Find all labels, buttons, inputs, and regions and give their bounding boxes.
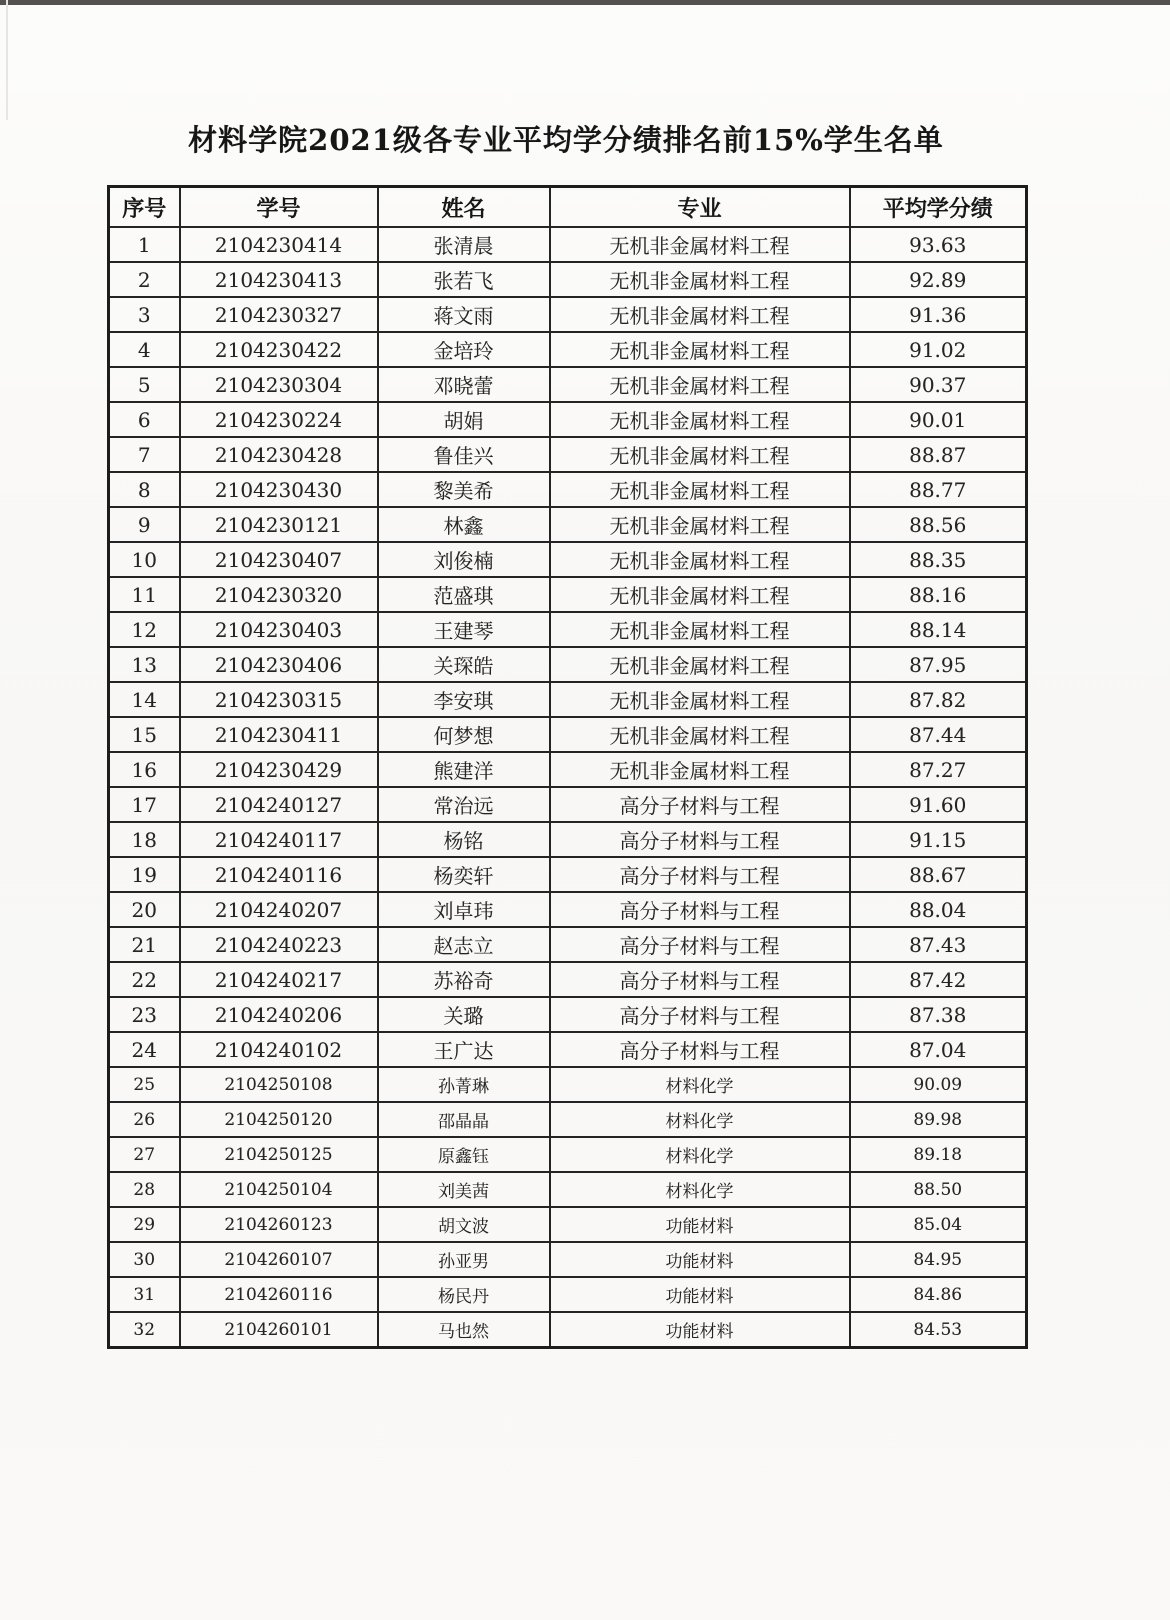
cell-name: 鲁佳兴 <box>378 437 550 472</box>
cell-id: 2104230224 <box>180 402 378 437</box>
cell-major: 功能材料 <box>550 1312 850 1348</box>
table-row <box>109 612 1027 647</box>
cell-no: 7 <box>109 437 180 472</box>
cell-major: 无机非金属材料工程 <box>550 577 850 612</box>
cell-name: 孙亚男 <box>378 1242 550 1277</box>
cell-score: 92.89 <box>850 262 1027 297</box>
cell-id: 2104230406 <box>180 647 378 682</box>
cell-id: 2104240207 <box>180 892 378 927</box>
cell-score: 85.04 <box>850 1207 1027 1242</box>
cell-major: 无机非金属材料工程 <box>550 682 850 717</box>
cell-no: 28 <box>109 1172 180 1207</box>
cell-score: 88.77 <box>850 472 1027 507</box>
table-row <box>109 682 1027 717</box>
students-table <box>107 185 1028 1349</box>
student-table-body <box>109 227 1027 1348</box>
cell-no: 13 <box>109 647 180 682</box>
cell-no: 32 <box>109 1312 180 1348</box>
cell-name: 孙菁琳 <box>378 1067 550 1102</box>
cell-score: 88.56 <box>850 507 1027 542</box>
cell-no: 8 <box>109 472 180 507</box>
cell-name: 杨铭 <box>378 822 550 857</box>
cell-score: 87.42 <box>850 962 1027 997</box>
cell-score: 89.98 <box>850 1102 1027 1137</box>
cell-score: 88.14 <box>850 612 1027 647</box>
cell-id: 2104260101 <box>180 1312 378 1348</box>
cell-no: 23 <box>109 997 180 1032</box>
cell-name: 张清晨 <box>378 227 550 262</box>
header-major: 专业 <box>550 187 850 228</box>
cell-major: 高分子材料与工程 <box>550 857 850 892</box>
cell-name: 马也然 <box>378 1312 550 1348</box>
table-row <box>109 1277 1027 1312</box>
cell-major: 高分子材料与工程 <box>550 962 850 997</box>
cell-score: 91.60 <box>850 787 1027 822</box>
table-row <box>109 332 1027 367</box>
cell-score: 87.95 <box>850 647 1027 682</box>
table-row <box>109 227 1027 262</box>
cell-id: 2104230304 <box>180 367 378 402</box>
cell-id: 2104230429 <box>180 752 378 787</box>
header-gpa: 平均学分绩 <box>850 187 1027 228</box>
cell-no: 16 <box>109 752 180 787</box>
table-row <box>109 1172 1027 1207</box>
cell-name: 范盛琪 <box>378 577 550 612</box>
cell-score: 88.87 <box>850 437 1027 472</box>
cell-id: 2104250120 <box>180 1102 378 1137</box>
cell-score: 88.16 <box>850 577 1027 612</box>
cell-id: 2104230315 <box>180 682 378 717</box>
cell-major: 无机非金属材料工程 <box>550 542 850 577</box>
cell-id: 2104230411 <box>180 717 378 752</box>
table-row <box>109 997 1027 1032</box>
cell-major: 无机非金属材料工程 <box>550 507 850 542</box>
cell-no: 24 <box>109 1032 180 1067</box>
cell-name: 杨民丹 <box>378 1277 550 1312</box>
table-row <box>109 1137 1027 1172</box>
cell-id: 2104240127 <box>180 787 378 822</box>
cell-no: 25 <box>109 1067 180 1102</box>
cell-name: 王建琴 <box>378 612 550 647</box>
cell-no: 29 <box>109 1207 180 1242</box>
table-row <box>109 402 1027 437</box>
table-row <box>109 822 1027 857</box>
cell-id: 2104260123 <box>180 1207 378 1242</box>
cell-major: 高分子材料与工程 <box>550 822 850 857</box>
cell-score: 88.67 <box>850 857 1027 892</box>
cell-no: 5 <box>109 367 180 402</box>
cell-name: 蒋文雨 <box>378 297 550 332</box>
cell-id: 2104230407 <box>180 542 378 577</box>
cell-id: 2104230121 <box>180 507 378 542</box>
cell-no: 3 <box>109 297 180 332</box>
cell-name: 刘卓玮 <box>378 892 550 927</box>
cell-score: 87.38 <box>850 997 1027 1032</box>
cell-id: 2104240116 <box>180 857 378 892</box>
cell-major: 功能材料 <box>550 1242 850 1277</box>
cell-major: 无机非金属材料工程 <box>550 402 850 437</box>
cell-id: 2104260116 <box>180 1277 378 1312</box>
table-row <box>109 962 1027 997</box>
cell-name: 王广达 <box>378 1032 550 1067</box>
cell-score: 87.27 <box>850 752 1027 787</box>
table-row <box>109 367 1027 402</box>
page-title: 材料学院2021级各专业平均学分绩排名前15%学生名单 <box>188 123 944 157</box>
header-no: 序号 <box>109 187 180 228</box>
cell-no: 22 <box>109 962 180 997</box>
cell-name: 林鑫 <box>378 507 550 542</box>
cell-id: 2104230327 <box>180 297 378 332</box>
cell-score: 87.82 <box>850 682 1027 717</box>
cell-major: 功能材料 <box>550 1277 850 1312</box>
cell-major: 材料化学 <box>550 1102 850 1137</box>
table-row <box>109 1242 1027 1277</box>
cell-name: 刘俊楠 <box>378 542 550 577</box>
cell-name: 邓晓蕾 <box>378 367 550 402</box>
cell-no: 2 <box>109 262 180 297</box>
header-name: 姓名 <box>378 187 550 228</box>
table-row <box>109 1032 1027 1067</box>
cell-major: 材料化学 <box>550 1067 850 1102</box>
cell-major: 无机非金属材料工程 <box>550 262 850 297</box>
cell-id: 2104250108 <box>180 1067 378 1102</box>
cell-no: 9 <box>109 507 180 542</box>
cell-no: 31 <box>109 1277 180 1312</box>
cell-no: 10 <box>109 542 180 577</box>
cell-major: 无机非金属材料工程 <box>550 717 850 752</box>
cell-name: 原鑫钰 <box>378 1137 550 1172</box>
cell-id: 2104230428 <box>180 437 378 472</box>
cell-major: 无机非金属材料工程 <box>550 752 850 787</box>
cell-name: 何梦想 <box>378 717 550 752</box>
table-row <box>109 1102 1027 1137</box>
table-row <box>109 542 1027 577</box>
cell-major: 无机非金属材料工程 <box>550 367 850 402</box>
cell-major: 高分子材料与工程 <box>550 997 850 1032</box>
table-row <box>109 647 1027 682</box>
cell-name: 黎美希 <box>378 472 550 507</box>
cell-id: 2104250125 <box>180 1137 378 1172</box>
cell-score: 93.63 <box>850 227 1027 262</box>
cell-major: 功能材料 <box>550 1207 850 1242</box>
cell-no: 27 <box>109 1137 180 1172</box>
cell-score: 87.43 <box>850 927 1027 962</box>
table-row <box>109 437 1027 472</box>
cell-name: 关璐 <box>378 997 550 1032</box>
table-row <box>109 507 1027 542</box>
table-row <box>109 297 1027 332</box>
cell-no: 26 <box>109 1102 180 1137</box>
cell-major: 高分子材料与工程 <box>550 787 850 822</box>
cell-score: 91.15 <box>850 822 1027 857</box>
table-row <box>109 752 1027 787</box>
cell-name: 刘美茜 <box>378 1172 550 1207</box>
cell-id: 2104260107 <box>180 1242 378 1277</box>
cell-no: 4 <box>109 332 180 367</box>
cell-id: 2104240223 <box>180 927 378 962</box>
cell-score: 91.02 <box>850 332 1027 367</box>
cell-score: 90.01 <box>850 402 1027 437</box>
cell-id: 2104230403 <box>180 612 378 647</box>
cell-id: 2104240206 <box>180 997 378 1032</box>
cell-name: 常治远 <box>378 787 550 822</box>
cell-name: 关琛皓 <box>378 647 550 682</box>
cell-id: 2104240117 <box>180 822 378 857</box>
cell-id: 2104230430 <box>180 472 378 507</box>
table-row <box>109 717 1027 752</box>
cell-name: 赵志立 <box>378 927 550 962</box>
cell-major: 无机非金属材料工程 <box>550 227 850 262</box>
cell-name: 胡娟 <box>378 402 550 437</box>
scan-top-edge <box>0 0 1170 5</box>
cell-name: 李安琪 <box>378 682 550 717</box>
cell-major: 高分子材料与工程 <box>550 1032 850 1067</box>
cell-score: 90.09 <box>850 1067 1027 1102</box>
cell-id: 2104240217 <box>180 962 378 997</box>
cell-id: 2104230413 <box>180 262 378 297</box>
cell-no: 12 <box>109 612 180 647</box>
cell-name: 金培玲 <box>378 332 550 367</box>
cell-no: 18 <box>109 822 180 857</box>
cell-name: 张若飞 <box>378 262 550 297</box>
cell-major: 无机非金属材料工程 <box>550 437 850 472</box>
cell-no: 15 <box>109 717 180 752</box>
cell-no: 1 <box>109 227 180 262</box>
cell-major: 高分子材料与工程 <box>550 927 850 962</box>
cell-score: 88.50 <box>850 1172 1027 1207</box>
cell-id: 2104250104 <box>180 1172 378 1207</box>
cell-score: 91.36 <box>850 297 1027 332</box>
table-row <box>109 262 1027 297</box>
table-row <box>109 787 1027 822</box>
cell-id: 2104230422 <box>180 332 378 367</box>
cell-major: 材料化学 <box>550 1172 850 1207</box>
table-row <box>109 1067 1027 1102</box>
cell-name: 邵晶晶 <box>378 1102 550 1137</box>
cell-score: 90.37 <box>850 367 1027 402</box>
cell-no: 30 <box>109 1242 180 1277</box>
table-row <box>109 892 1027 927</box>
cell-no: 14 <box>109 682 180 717</box>
cell-name: 胡文波 <box>378 1207 550 1242</box>
table-row <box>109 1207 1027 1242</box>
table-row <box>109 927 1027 962</box>
cell-name: 苏裕奇 <box>378 962 550 997</box>
cell-id: 2104230320 <box>180 577 378 612</box>
cell-major: 材料化学 <box>550 1137 850 1172</box>
cell-name: 杨奕轩 <box>378 857 550 892</box>
cell-score: 87.44 <box>850 717 1027 752</box>
cell-no: 6 <box>109 402 180 437</box>
cell-no: 21 <box>109 927 180 962</box>
cell-major: 无机非金属材料工程 <box>550 297 850 332</box>
cell-score: 88.04 <box>850 892 1027 927</box>
cell-score: 87.04 <box>850 1032 1027 1067</box>
cell-name: 熊建洋 <box>378 752 550 787</box>
cell-no: 20 <box>109 892 180 927</box>
cell-id: 2104230414 <box>180 227 378 262</box>
cell-major: 无机非金属材料工程 <box>550 612 850 647</box>
cell-score: 88.35 <box>850 542 1027 577</box>
table-row <box>109 1312 1027 1348</box>
table-row <box>109 857 1027 892</box>
scan-left-edge-artifact <box>6 0 8 120</box>
cell-score: 89.18 <box>850 1137 1027 1172</box>
cell-score: 84.95 <box>850 1242 1027 1277</box>
table-row <box>109 577 1027 612</box>
cell-no: 17 <box>109 787 180 822</box>
cell-major: 高分子材料与工程 <box>550 892 850 927</box>
cell-id: 2104240102 <box>180 1032 378 1067</box>
table-row <box>109 472 1027 507</box>
header-student-id: 学号 <box>180 187 378 228</box>
cell-score: 84.53 <box>850 1312 1027 1348</box>
cell-no: 19 <box>109 857 180 892</box>
table-header-row <box>109 187 1027 228</box>
cell-major: 无机非金属材料工程 <box>550 332 850 367</box>
cell-score: 84.86 <box>850 1277 1027 1312</box>
cell-major: 无机非金属材料工程 <box>550 647 850 682</box>
cell-major: 无机非金属材料工程 <box>550 472 850 507</box>
cell-no: 11 <box>109 577 180 612</box>
